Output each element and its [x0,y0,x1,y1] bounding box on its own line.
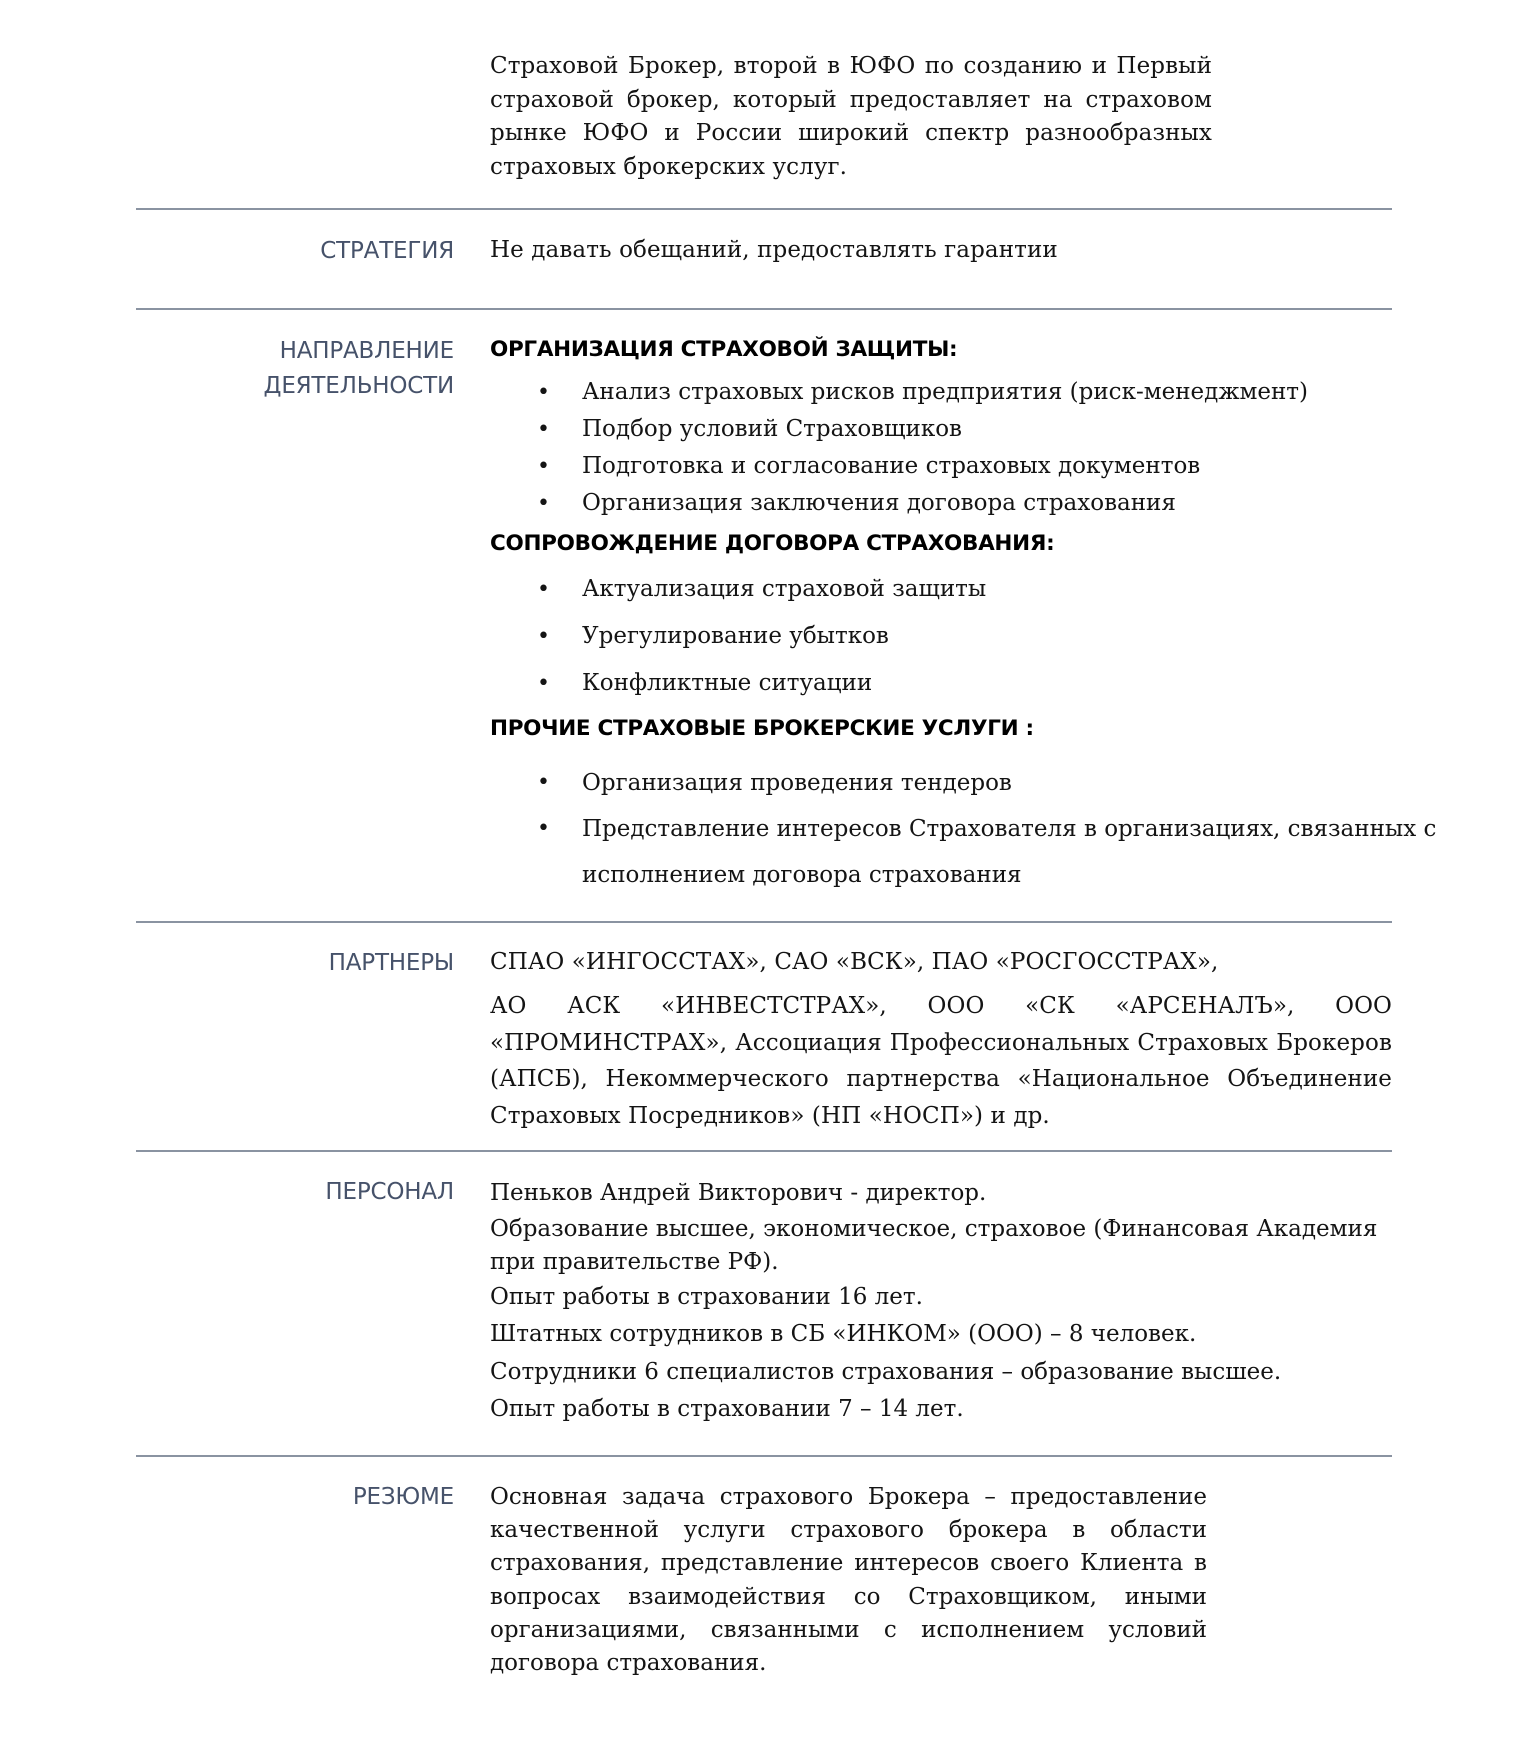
section-divider [136,308,1392,310]
bullet-icon: • [537,380,550,405]
partners-paragraph: АО АСК «ИНВЕСТСТРАХ», ООО «СК «АРСЕНАЛЪ», ООО «ПРОМИНСТРАХ», Ассоциация Профессиональных Страховых Брокеров (АПСБ), Некоммерческого партнерства «Национальное Объединение Страховых Посредников» (НП «НОСП») и др. [490,993,1392,1129]
list-item: • Организация заключения договора страхования [490,485,1308,522]
partners-line1: СПАО «ИНГОССТАХ», САО «ВСК», ПАО «РОСГОССТРАХ», [490,949,1219,975]
activity-list-support [490,566,986,707]
activity-heading-support: СОПРОВОЖДЕНИЕ ДОГОВОРА СТРАХОВАНИЯ: [490,531,1055,556]
list-item-continuation: исполнением договора страхования [582,862,1022,888]
activity-heading-other: ПРОЧИЕ СТРАХОВЫЕ БРОКЕРСКИЕ УСЛУГИ : [490,716,1034,741]
section-divider [136,208,1392,210]
activity-heading-protection: ОРГАНИЗАЦИЯ СТРАХОВОЙ ЗАЩИТЫ: [490,337,958,362]
list-item: • Анализ страховых рисков предприятия (риск-менеджмент) [490,374,1308,411]
section-label-partners: ПАРТНЕРЫ [328,950,454,976]
section-label-activity-line2: ДЕЯТЕЛЬНОСТИ [263,373,454,399]
list-item: • Урегулирование убытков [490,613,986,660]
personnel-education: Образование высшее, экономическое, страховое (Финансовая Академия [490,1215,1378,1242]
bullet-icon: • [537,770,550,795]
list-item: • Подготовка и согласование страховых документов [490,448,1308,485]
bullet-icon: • [537,454,550,479]
section-label-personnel: ПЕРСОНАЛ [325,1179,454,1205]
list-item: • Представление интересов Страхователя в организациях, связанных с [490,806,1436,852]
personnel-education-cont: при правительстве РФ). [490,1248,779,1275]
personnel-experience: Опыт работы в страховании 16 лет. [490,1283,923,1310]
list-item: • Актуализация страховой защиты [490,566,986,613]
summary-text: Основная задача страхового Брокера – предоставление качественной услуги страхового брокера в области страхования, представление интересов своего Клиента в вопросах взаимодействия со Страховщиком, иными организациями, связанными с исполнением условий договора страхования. [490,1484,1207,1677]
bullet-icon: • [537,491,550,516]
section-divider [136,1455,1392,1457]
bullet-icon: • [537,671,550,696]
section-divider [136,921,1392,923]
section-label-activity-line1: НАПРАВЛЕНИЕ [279,338,454,364]
section-divider [136,1150,1392,1152]
personnel-specialists: Сотрудники 6 специалистов страхования – образование высшее. [490,1358,1282,1385]
bullet-icon: • [537,577,550,602]
personnel-staff-experience: Опыт работы в страховании 7 – 14 лет. [490,1396,964,1422]
section-label-summary: РЕЗЮМЕ [352,1484,454,1510]
personnel-director: Пеньков Андрей Викторович - директор. [490,1180,987,1206]
activity-list-protection [490,374,1308,522]
list-item: • Организация проведения тендеров [490,760,1436,806]
list-item: • Конфликтные ситуации [490,660,986,707]
bullet-icon: • [537,816,550,841]
personnel-block [490,1175,1377,1429]
bullet-icon: • [537,417,550,442]
section-label-activity [264,334,454,404]
list-item: • Подбор условий Страховщиков [490,411,1308,448]
personnel-staff-count: Штатных сотрудников в СБ «ИНКОМ» (ООО) – 8 человек. [490,1321,1197,1347]
section-label-strategy: СТРАТЕГИЯ [320,238,454,264]
strategy-text: Не давать обещаний, предоставлять гарантии [490,237,1058,263]
bullet-icon: • [537,624,550,649]
intro-paragraph: Страховой Брокер, второй в ЮФО по созданию и Первый страховой брокер, который предоставляет на страховом рынке ЮФО и России широкий спектр разнообразных страховых брокерских услуг. [490,53,1212,180]
activity-list-other [490,760,1436,898]
